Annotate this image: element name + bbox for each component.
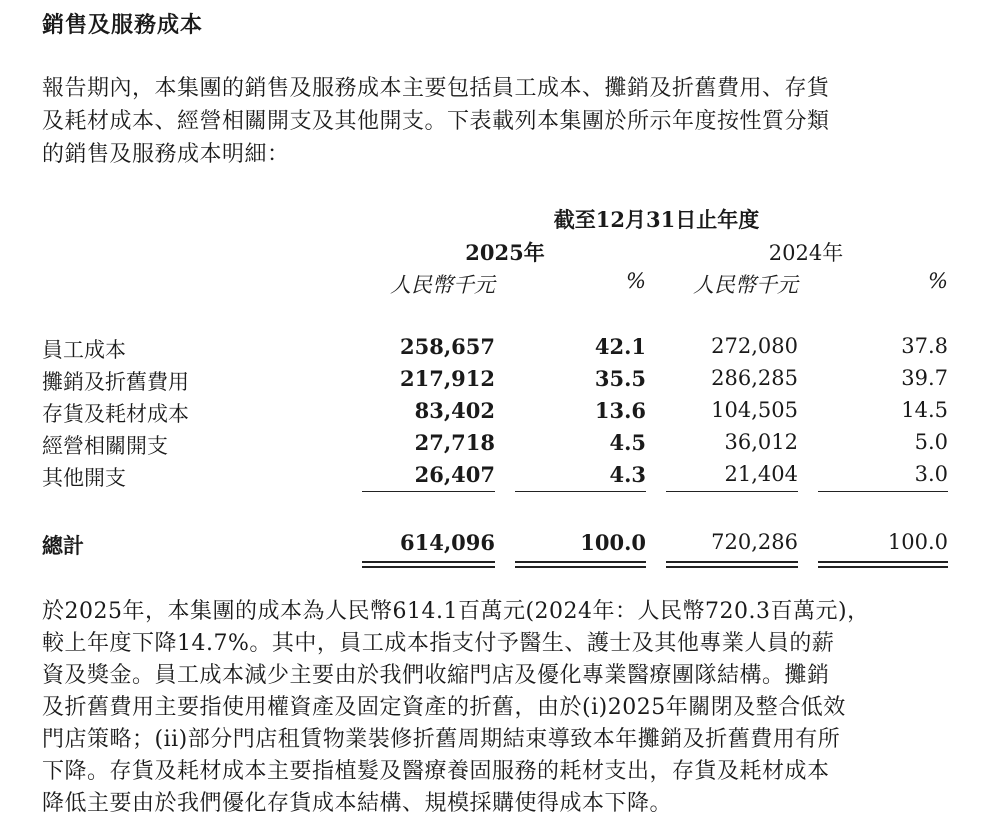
period-header: 截至12月31日止年度 xyxy=(553,207,760,232)
intro-paragraph xyxy=(42,72,952,171)
row-label: 其他開支 xyxy=(42,466,126,490)
subtotal-rule xyxy=(818,491,948,492)
value-2025: 27,718 xyxy=(414,430,495,455)
total-value-2025: 614,096 xyxy=(400,530,495,555)
closing-line: 及折舊費用主要指使用權資產及固定資產的折舊，由於(i)2025年關閉及整合低效 xyxy=(42,695,846,720)
percent-2025: 4.5 xyxy=(609,430,646,455)
subtotal-rule xyxy=(362,491,495,492)
year-header-2024: 2024年 xyxy=(768,241,844,265)
value-2024: 21,404 xyxy=(724,462,798,486)
total-percent-2024: 100.0 xyxy=(887,530,948,554)
row-label: 攤銷及折舊費用 xyxy=(42,370,189,394)
year-header-2025: 2025年 xyxy=(465,240,545,265)
total-value-2024: 720,286 xyxy=(711,530,798,554)
section-heading: 銷售及服務成本 xyxy=(42,12,204,38)
value-2024: 272,080 xyxy=(711,334,798,358)
percent-2024: 3.0 xyxy=(914,462,948,486)
subtotal-rule xyxy=(666,491,798,492)
closing-line: 下降。存貨及耗材成本主要指植髮及醫療養固服務的耗材支出，存貨及耗材成本 xyxy=(42,759,830,784)
total-percent-2025: 100.0 xyxy=(580,530,646,555)
value-2024: 104,505 xyxy=(711,398,798,422)
closing-line: 門店策略；(ii)部分門店租賃物業裝修折舊周期結束導致本年攤銷及折舊費用有所 xyxy=(42,727,841,752)
subtotal-rule xyxy=(515,491,646,492)
percent-2025: 4.3 xyxy=(609,462,646,487)
value-2025: 258,657 xyxy=(400,334,495,359)
total-double-rule xyxy=(515,561,646,568)
row-label: 經營相關開支 xyxy=(42,434,168,458)
value-2025: 217,912 xyxy=(400,366,495,391)
intro-line: 報告期內，本集團的銷售及服務成本主要包括員工成本、攤銷及折舊費用、存貨 xyxy=(42,76,830,101)
total-double-rule xyxy=(362,561,495,568)
row-label: 存貨及耗材成本 xyxy=(42,402,189,426)
percent-2024: 39.7 xyxy=(901,366,948,390)
percent-2025: 42.1 xyxy=(594,334,646,359)
closing-line: 於2025年，本集團的成本為人民幣614.1百萬元(2024年：人民幣720.3百萬元)， xyxy=(42,599,870,624)
closing-line: 降低主要由於我們優化存貨成本結構、規模採購使得成本下降。 xyxy=(42,791,673,816)
closing-line: 資及獎金。員工成本減少主要由於我們收縮門店及優化專業醫療團隊結構。攤銷 xyxy=(42,663,830,688)
unit-header-rmb-2024: 人民幣千元 xyxy=(693,273,798,297)
percent-2025: 13.6 xyxy=(594,398,646,423)
intro-line: 的銷售及服務成本明細： xyxy=(42,142,290,167)
percent-2025: 35.5 xyxy=(594,366,646,391)
intro-line: 及耗材成本、經營相關開支及其他開支。下表載列本集團於所示年度按性質分類 xyxy=(42,109,830,134)
value-2024: 286,285 xyxy=(711,366,798,390)
closing-paragraph xyxy=(42,596,952,820)
percent-2024: 37.8 xyxy=(901,334,948,358)
closing-line: 較上年度下降14.7%。其中，員工成本指支付予醫生、護士及其他專業人員的薪 xyxy=(42,631,835,656)
unit-header-rmb-2025: 人民幣千元 xyxy=(390,273,495,297)
total-double-rule xyxy=(818,561,948,568)
unit-header-pct-2024: % xyxy=(928,269,948,293)
total-label: 總計 xyxy=(42,533,84,558)
value-2024: 36,012 xyxy=(724,430,798,454)
percent-2024: 14.5 xyxy=(901,398,948,422)
total-double-rule xyxy=(666,561,798,568)
unit-header-pct-2025: % xyxy=(626,269,646,293)
value-2025: 26,407 xyxy=(414,462,495,487)
value-2025: 83,402 xyxy=(414,398,495,423)
row-label: 員工成本 xyxy=(42,338,126,362)
percent-2024: 5.0 xyxy=(914,430,948,454)
